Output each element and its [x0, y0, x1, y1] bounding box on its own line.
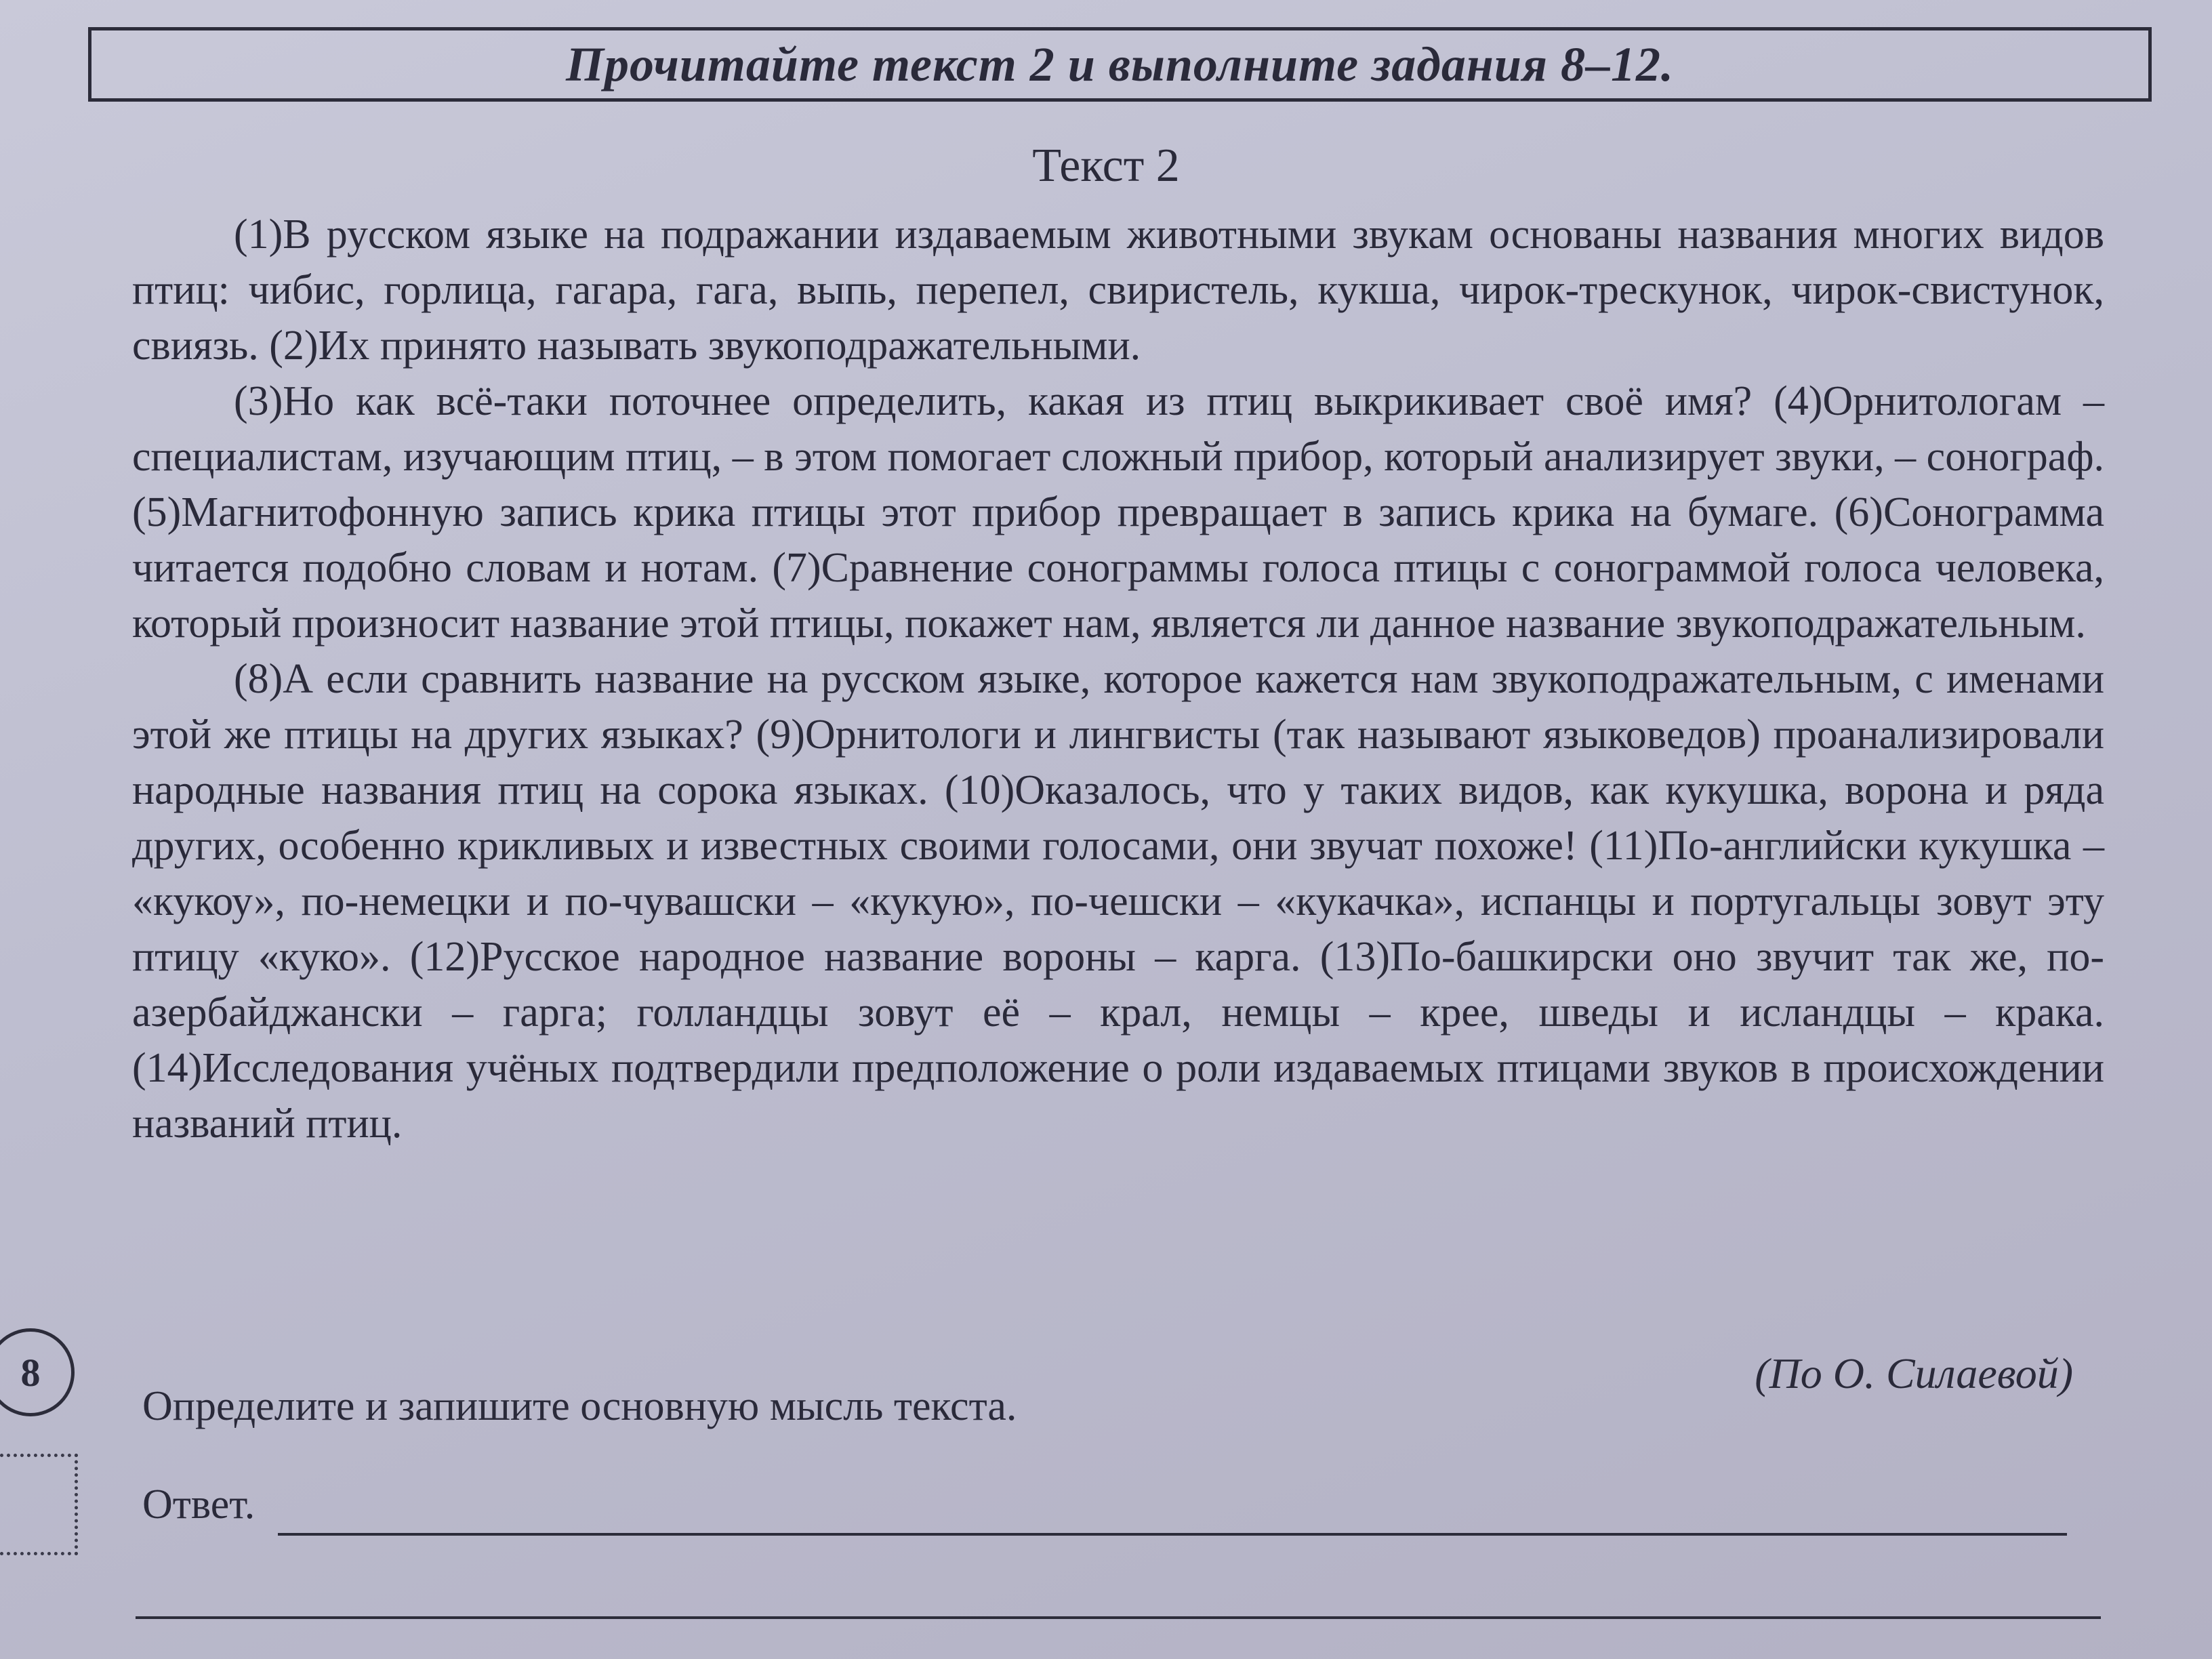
answer-line[interactable]: [278, 1533, 2067, 1536]
paragraph-1: (1)В русском языке на подражании издаваемым животными звукам основаны названия многих видов птиц: чибис, горлица, гагара, гага, выпь, перепел, свиристель, кукша, чирок-трескунок, чирок-свистунок, свиязь. (2)Их принято называть звукоподражательными.: [132, 211, 2104, 369]
paragraph-2: (3)Но как всё-таки поточнее определить, какая из птиц выкрикивает своё имя? (4)Орнитологам – специалистам, изучающим птиц, – в этом помогает сложный прибор, который анализирует звуки, – сонограф. (5)Магнитофонную запись крика птицы этот прибор превращает в запись крика на бумаге. (6)Сонограмма читается подобно словам и нотам. (7)Сравнение сонограммы голоса птицы с сонограммой голоса человека, который произносит название этой птицы, покажет нам, является ли данное название звукоподражательным.: [132, 378, 2104, 647]
task-number-badge: 8: [0, 1328, 75, 1416]
paragraph-3: (8)А если сравнить название на русском языке, которое кажется нам звукоподражательным, с именами этой же птицы на других языках? (9)Орнитологи и лингвисты (так называют языковедов) проанализировали народные названия птиц на сорока языках. (10)Оказалось, что у таких видов, как кукушка, ворона и ряда других, особенно крикливых и известных своими голосами, они звучат похоже! (11)По-английски кукушка – «кукоу», по-немецки и по-чувашски – «кукую», по-чешски – «кукачка», испанцы и португальцы зовут эту птицу «куко». (12)Русское народное название вороны – карга. (13)По-башкирски оно звучит так же, по-азербайджански – гарга; голландцы зовут её – крал, немцы – крее, шведы и исландцы – крака. (14)Исследования учёных подтвердили предположение о роли издаваемых птицами звуков в происхождении названий птиц.: [132, 656, 2104, 1147]
instruction-box: [88, 27, 2152, 102]
attribution: (По О. Силаевой): [1755, 1349, 2073, 1397]
text-title: Текст 2: [1032, 140, 1180, 192]
answer-label: Ответ.: [142, 1481, 255, 1528]
answer-score-box: [0, 1454, 78, 1555]
answer-line-second[interactable]: [136, 1616, 2101, 1619]
task-question: Определите и запишите основную мысль текста.: [142, 1383, 1017, 1429]
instruction-text: Прочитайте текст 2 и выполните задания 8–12.: [565, 37, 1675, 91]
reading-text: [132, 207, 2104, 1151]
